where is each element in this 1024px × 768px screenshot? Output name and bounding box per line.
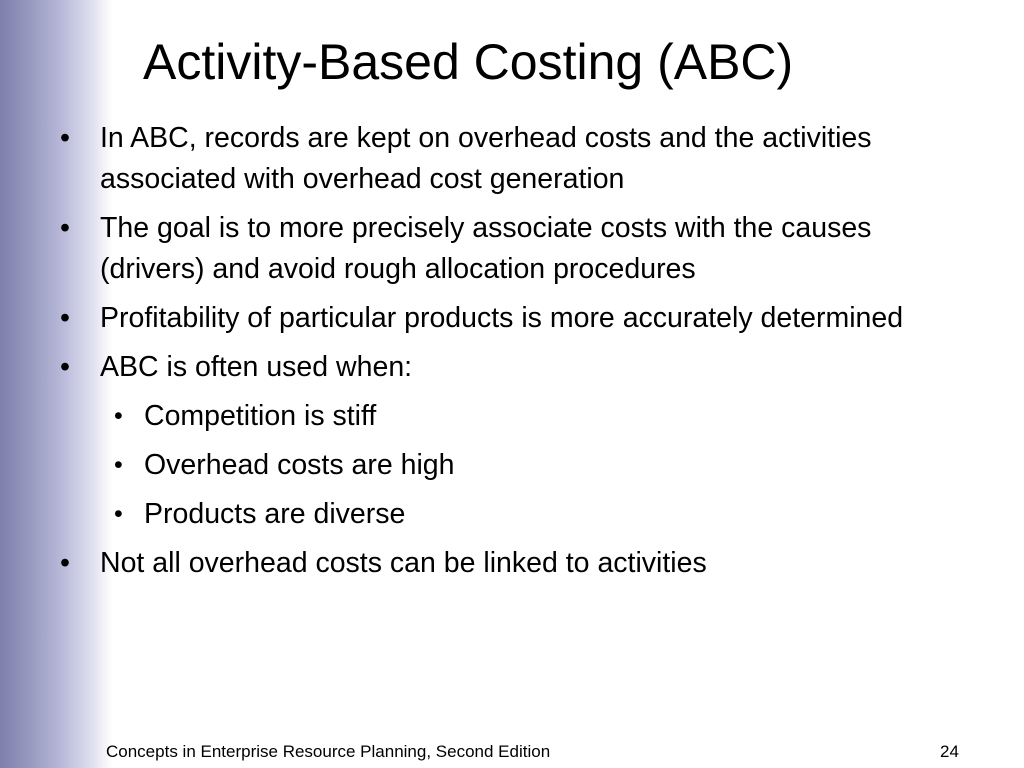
bullet-marker: • [60,302,70,334]
slide-title: Activity-Based Costing (ABC) [143,34,794,90]
bullet-text: The goal is to more precisely associate costs with the causes (drivers) and avoid rough allocation procedures [100,212,872,285]
sub-bullet-item [56,494,956,535]
footer-page-number: 24 [940,742,959,761]
bullet-item [56,208,956,290]
bullet-item [56,347,956,388]
bullet-item [56,543,956,584]
bullet-marker: • [114,451,123,479]
bullet-marker: • [114,402,123,430]
bullet-list [56,118,956,592]
bullet-marker: • [60,122,70,154]
bullet-marker: • [60,212,70,244]
bullet-text: Profitability of particular products is more accurately determined [100,302,904,334]
bullet-item [56,118,956,200]
bullet-text: In ABC, records are kept on overhead costs and the activities associated with overhead cost generation [100,122,872,195]
bullet-text: Overhead costs are high [144,449,455,481]
sub-bullet-item [56,445,956,486]
bullet-text: Not all overhead costs can be linked to activities [100,547,707,579]
bullet-text: Products are diverse [144,498,406,530]
footer-course-title: Concepts in Enterprise Resource Planning, Second Edition [106,742,551,761]
bullet-text: ABC is often used when: [100,351,413,383]
bullet-text: Competition is stiff [144,400,377,432]
bullet-item [56,298,956,339]
bullet-marker: • [114,500,123,528]
bullet-marker: • [60,547,70,579]
sub-bullet-item [56,396,956,437]
bullet-marker: • [60,351,70,383]
